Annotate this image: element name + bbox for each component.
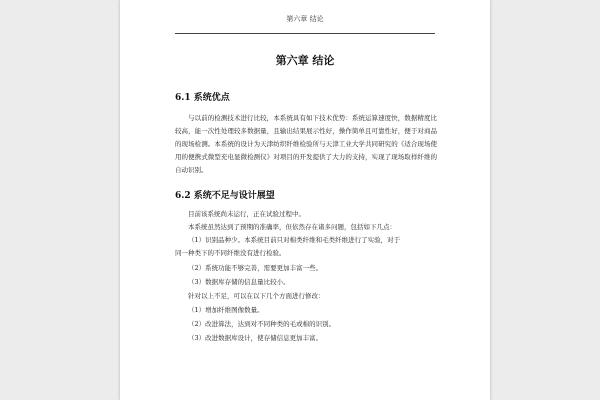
document-page — [120, 0, 490, 400]
section-6-2-line: （3）数据库存储的信息量比较小。 — [188, 278, 290, 286]
running-header: 第六章 结论 — [286, 15, 324, 23]
section-6-2-line: （2）系统功能不够完善，需要更加丰富一些。 — [188, 264, 323, 272]
chapter-title: 第六章 结论 — [275, 54, 335, 67]
section-6-2-line: （2）改进算法，达到对不同种类的毛或棉的识别。 — [188, 320, 336, 328]
section-heading-6-1: 6.1 系统优点 — [175, 93, 230, 103]
section-6-2-line: 本系统虽然达到了预期的准确率，但依然存在诸多问题，包括如下几点： — [188, 223, 396, 231]
section-6-2-line: 针对以上不足，可以在以下几个方面进行修改： — [188, 292, 325, 300]
section-6-2-line: 同一种类下的不同纤维没有进行检验。 — [175, 249, 286, 257]
section-6-1-paragraph — [175, 112, 437, 177]
section-6-2-line: 目前该系统尚未运行，正在试验过程中。 — [188, 210, 305, 218]
header-rule — [175, 33, 435, 34]
section-6-1-paragraph-text: 与以前的检测技术进行比较，本系统具有如下技术优势：系统运算速度快，数据精度比较高，能一次性处理较多数据量，且输出结果展示性好，操作简单且可靠性好，便于对商品的现场检测。本系统的设计为天津纺织纤维检验所与天津工业大学共同研究的《适合现场使用的便携式微型充电显微检测仪》对项目的开发提供了大力的支持，实现了现场取样纤维的自动识别。 — [175, 114, 437, 174]
section-6-2-line: （1）增加纤维图像数量。 — [188, 306, 264, 314]
section-6-2-line: （1）识别品种少。本系统目前只对棉类纤维和毛类纤维进行了实验，对于 — [188, 236, 401, 244]
section-6-2-line: （3）改进数据库设计，使存储信息更加丰富。 — [188, 334, 323, 342]
section-heading-6-2: 6.2 系统不足与设计展望 — [175, 191, 275, 201]
